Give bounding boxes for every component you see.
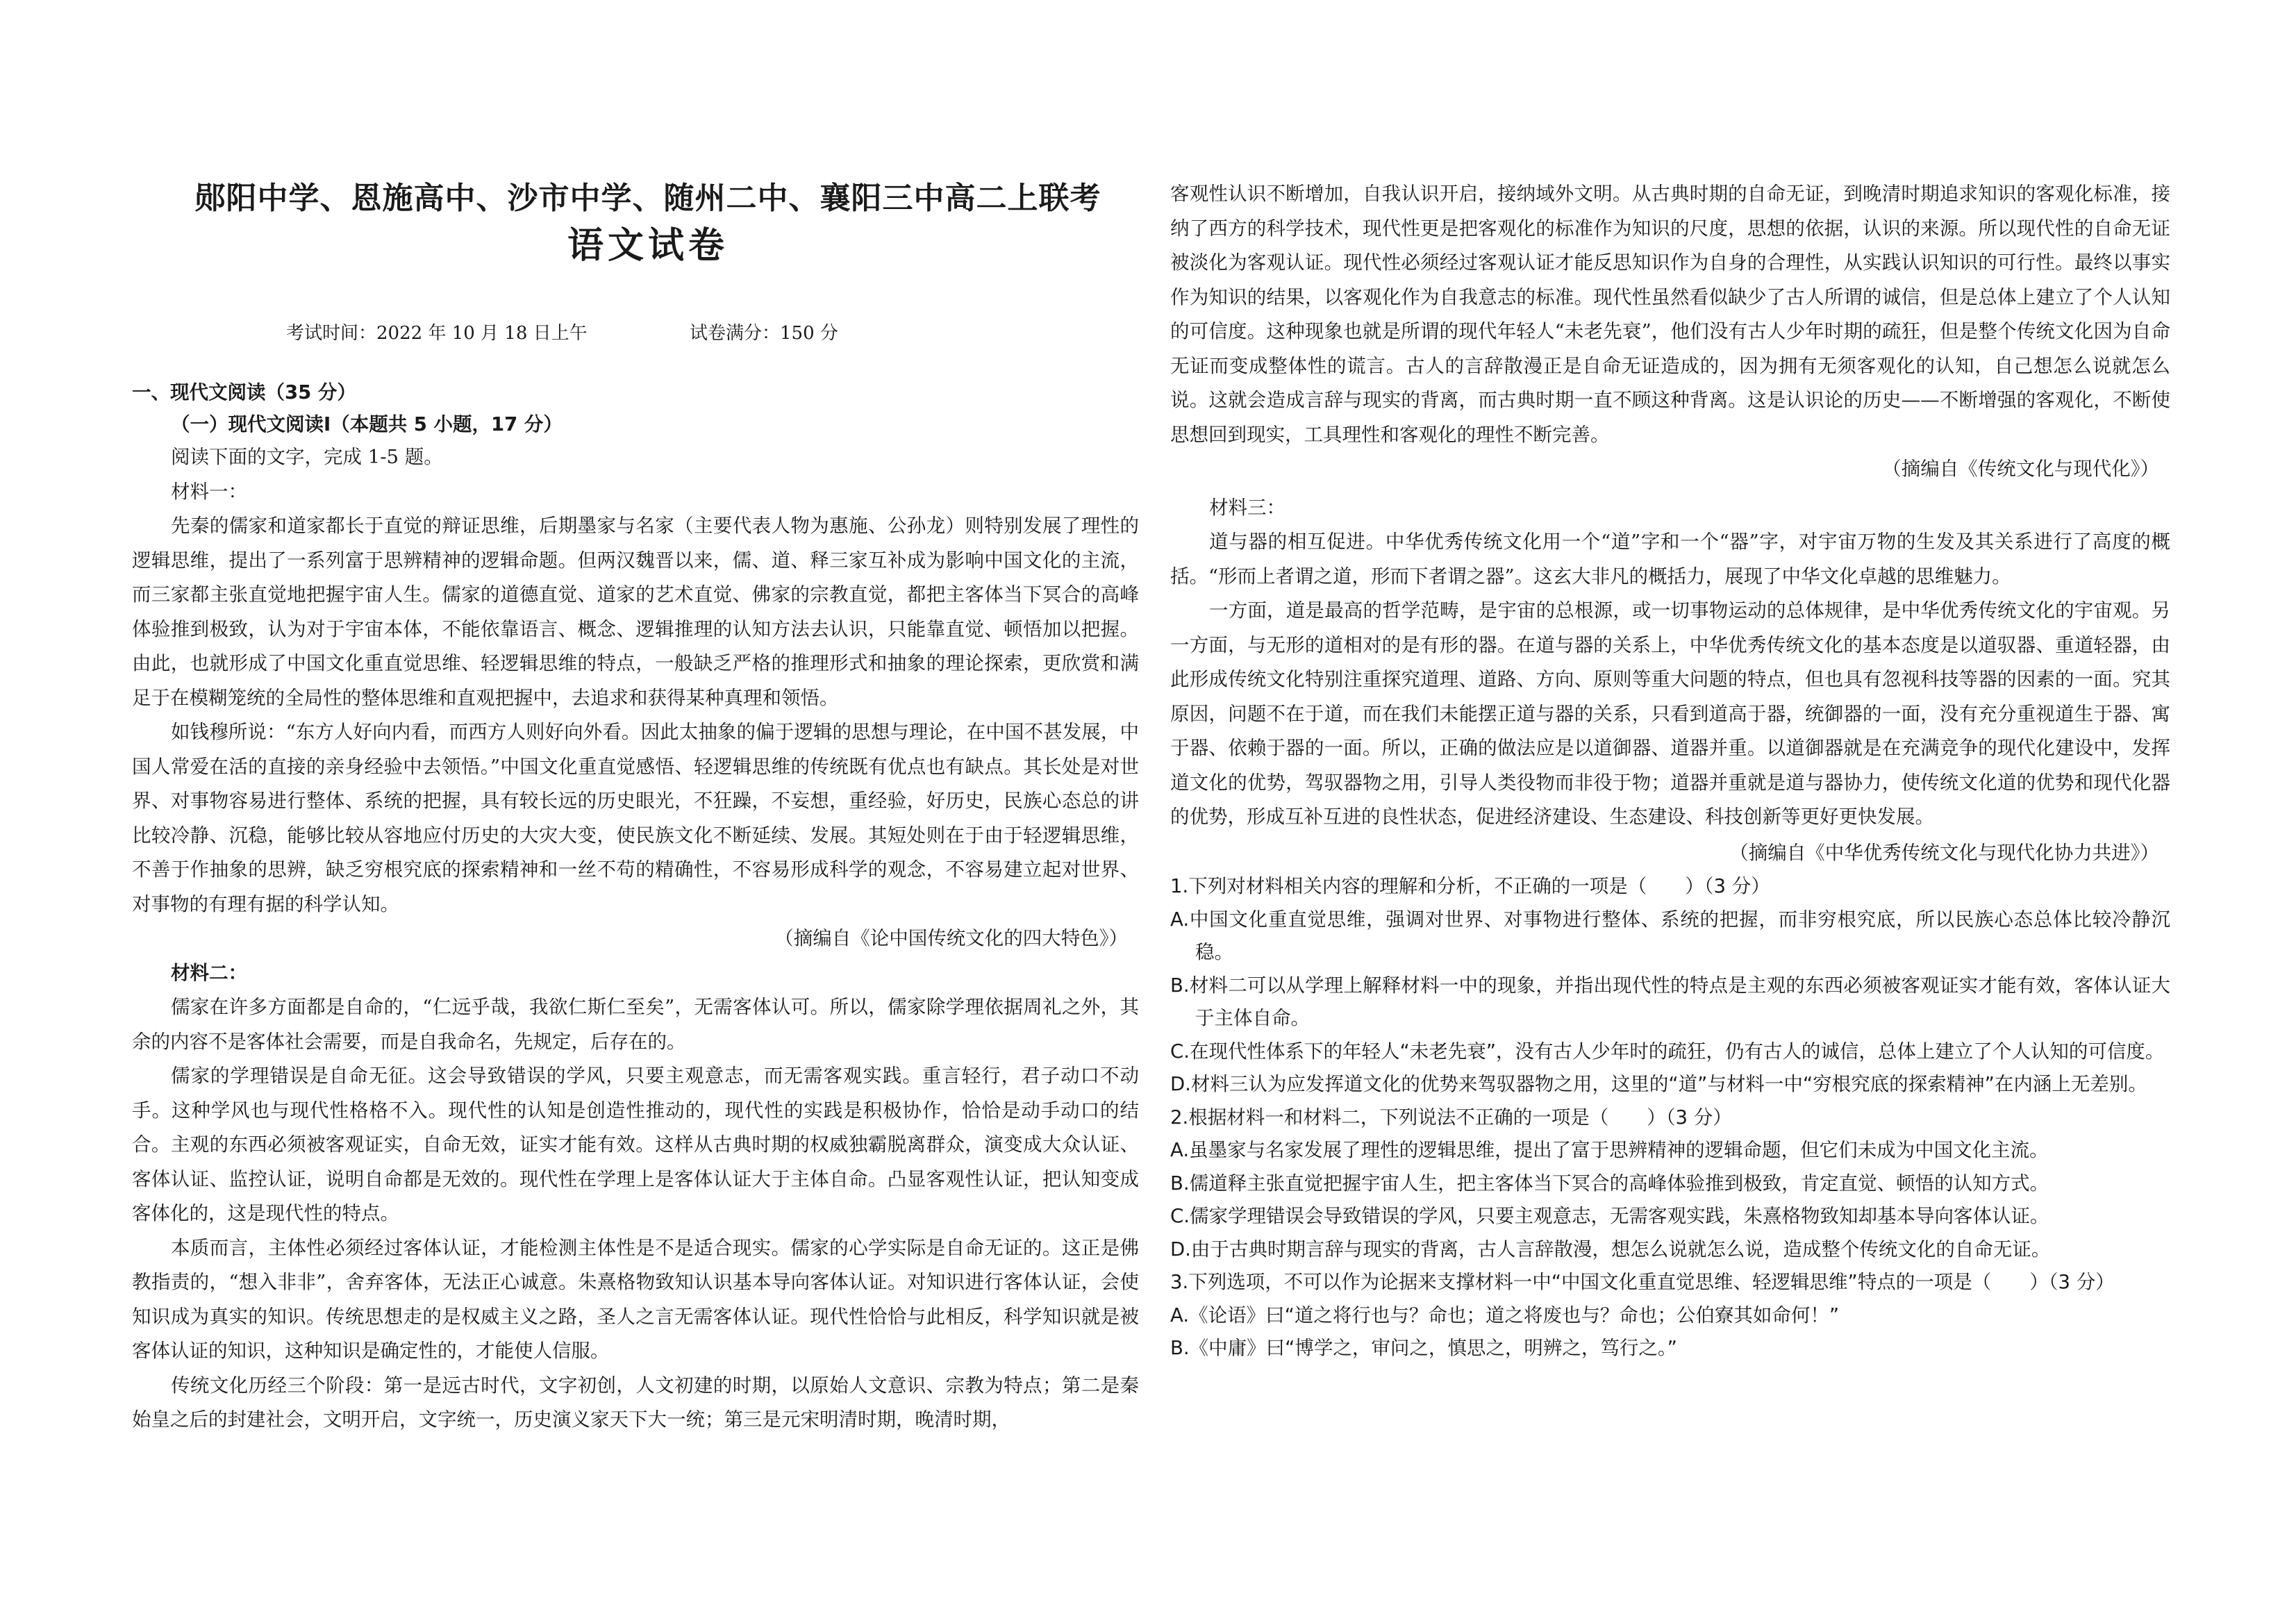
material1-source: （摘编自《论中国传统文化的四大特色》） [774, 927, 1128, 949]
question-option[interactable]: D.材料三认为应发挥道文化的优势来驾驭器物之用，这里的“道”与材料一中“穷根究底的探索精神”在内涵上无差别。 [1170, 1073, 2147, 1095]
material2-label: 材料二： [171, 961, 247, 984]
question-stem: 3.下列选项，不可以作为论据来支撑材料一中“中国文化重直觉思维、轻逻辑思维”特点的一项是（ ）（3 分） [1170, 1271, 2115, 1293]
exam-title: 郧阳中学、恩施高中、沙市中学、随州二中、襄阳三中高二上联考 [194, 181, 1101, 216]
question-option[interactable]: C.儒家学理错误会导致错误的学风，只要主观意志，无需客观实践，朱熹格物致知却基本导向客体认证。 [1170, 1205, 2049, 1227]
question-1 [1170, 870, 2170, 1101]
question-option[interactable]: A.《论语》曰“道之将行也与？命也；道之将废也与？命也；公伯寮其如命何！” [1170, 1304, 1840, 1326]
question-option[interactable]: B.材料二可以从学理上解释材料一中的现象，并指出现代性的特点是主观的东西必须被客观证实才能有效，客体认证大于主体自命。 [1170, 974, 2170, 1029]
exam-time: 考试时间：2022 年 10 月 18 日上午 [286, 323, 588, 344]
material1-label: 材料一： [171, 480, 247, 503]
material2-paragraph: 儒家在许多方面都是自命的，“仁远乎哉，我欲仁斯仁至矣”，无需客体认可。所以，儒家除学理依据周礼之外，其余的内容不是客体社会需要，而是自我命名，先规定，后存在的。 [132, 996, 1139, 1053]
material2-paragraph: 本质而言，主体性必须经过客体认证，才能检测主体性是不是适合现实。儒家的心学实际是自命无证的。这正是佛教指责的，“想入非非”，舍弃客体，无法正心诚意。朱熹格物致知认识基本导向客体认证。对知识进行客体认证，会使知识成为真实的知识。传统思想走的是权威主义之路，圣人之言无需客体认证。现代性恰恰与此相反，科学知识就是被客体认证的知识，这种知识是确定性的，才能使人信服。 [132, 1236, 1139, 1362]
material1-paragraph: 先秦的儒家和道家都长于直觉的辩证思维，后期墨家与名家（主要代表人物为惠施、公孙龙）则特别发展了理性的逻辑思维，提出了一系列富于思辨精神的逻辑命题。但两汉魏晋以来，儒、道、释三家互补成为影响中国文化的主流，而三家都主张直觉地把握宇宙人生。儒家的道德直觉、道家的艺术直觉、佛家的宗教直觉，都把主客体当下冥合的高峰体验推到极致，认为对于宇宙本体，不能依靠语言、概念、逻辑推理的认知方法去认识，只能靠直觉、顿悟加以把握。由此，也就形成了中国文化重直觉思维、轻逻辑思维的特点，一般缺乏严格的推理形式和抽象的理论探索，更欣赏和满足于在模糊笼统的全局性的整体思维和直观把握中，去追求和获得某种真理和领悟。 [132, 515, 1139, 709]
question-stem: 1.下列对材料相关内容的理解和分析，不正确的一项是（ ）（3 分） [1170, 875, 1770, 897]
reading-instruction: 阅读下面的文字，完成 1-5 题。 [171, 446, 443, 468]
question-option[interactable]: A.虽墨家与名家发展了理性的逻辑思维，提出了富于思辨精神的逻辑命题，但它们未成为中国文化主流。 [1170, 1139, 2049, 1161]
material2-continuation: 客观性认识不断增加，自我认识开启，接纳域外文明。从古典时期的自命无证，到晚清时期追求知识的客观化标准，接纳了西方的科学技术，现代性更是把客观化的标准作为知识的尺度，思想的依据，认识的来源。所以现代性的自命无证被淡化为客观认证。现代性必须经过客观认证才能反思知识作为自身的合理性，从实践认识知识的可行性。最终以事实作为知识的结果，以客观化作为自我意志的标准。现代性虽然看似缺少了古人所谓的诚信，但是总体上建立了个人认知的可信度。这种现象也就是所谓的现代年轻人“未老先衰”，他们没有古人少年时期的疏狂，但是整个传统文化因为自命无证而变成整体性的谎言。古人的言辞散漫正是自命无证造成的，因为拥有无须客观化的认知，自己想怎么说就怎么说。这就会造成言辞与现实的背离，而古典时期一直不顾这种背离。这是认识论的历史——不断增强的客观化，不断使思想回到现实，工具理性和客观化的理性不断完善。 [1170, 183, 2170, 446]
question-3 [1170, 1266, 2170, 1365]
question-stem: 2.根据材料一和材料二，下列说法不正确的一项是（ ）（3 分） [1170, 1106, 1732, 1129]
exam-subtitle: 语文试卷 [567, 224, 729, 267]
question-option[interactable]: C.在现代性体系下的年轻人“未老先衰”，没有古人少年时的疏狂，仍有古人的诚信，总体上建立了个人认知的可信度。 [1170, 1040, 2165, 1063]
question-option[interactable]: B.《中庸》曰“博学之，审问之，慎思之，明辨之，笃行之。” [1170, 1337, 1677, 1359]
material3-label: 材料三： [1209, 496, 1286, 519]
material1-paragraph: 如钱穆所说：“东方人好向内看，而西方人则好向外看。因此太抽象的偏于逻辑的思想与理论，在中国不甚发展，中国人常爱在活的直接的亲身经验中去领悟。”中国文化重直觉感悟、轻逻辑思维的传统既有优点也有缺点。其长处是对世界、对事物容易进行整体、系统的把握，具有较长远的历史眼光，不狂躁，不妄想，重经验，好历史，民族心态总的讲比较冷静、沉稳，能够比较从容地应付历史的大灾大变，使民族文化不断延续、发展。其短处则在于由于轻逻辑思维，不善于作抽象的思辨，缺乏穷根究底的探索精神和一丝不苟的精确性，不容易形成科学的观念，不容易建立起对世界、对事物的有理有据的科学认知。 [132, 721, 1139, 915]
sub-section-heading: （一）现代文阅读Ⅰ（本题共 5 小题，17 分） [171, 413, 563, 435]
material2-paragraph: 传统文化历经三个阶段：第一是远古时代，文字初创，人文初建的时期，以原始人文意识、宗教为特点；第二是秦始皇之后的封建社会，文明开启，文字统一，历史演义家天下大一统；第三是元宋明清时期，晚清时期， [132, 1374, 1139, 1431]
question-option[interactable]: D.由于古典时期言辞与现实的背离，古人言辞散漫，想怎么说就怎么说，造成整个传统文化的自命无证。 [1170, 1238, 2051, 1260]
question-2 [1170, 1101, 2170, 1267]
question-option[interactable]: B.儒道释主张直觉把握宇宙人生，把主客体当下冥合的高峰体验推到极致，肯定直觉、顿悟的认知方式。 [1170, 1172, 2049, 1195]
section-heading: 一、现代文阅读（35 分） [132, 381, 356, 403]
question-option[interactable]: A.中国文化重直觉思维，强调对世界、对事物进行整体、系统的把握，而非穷根究底，所以民族心态总体比较冷静沉稳。 [1170, 908, 2170, 963]
material2-paragraph: 儒家的学理错误是自命无征。这会导致错误的学风，只要主观意志，而无需客观实践。重言轻行，君子动口不动手。这种学风也与现代性格格不入。现代性的认知是创造性推动的，现代性的实践是积极协作，恰恰是动手动口的结合。主观的东西必须被客观证实，自命无效，证实才能有效。这样从古典时期的权威独霸脱离群众，演变成大众认证、客体认证、监控认证，说明自命都是无效的。现代性在学理上是客体认证大于主体自命。凸显客观性认证，把认知变成客体化的，这是现代性的特点。 [132, 1065, 1139, 1224]
material3-paragraph: 道与器的相互促进。中华优秀传统文化用一个“道”字和一个“器”字，对宇宙万物的生发及其关系进行了高度的概括。“形而上者谓之道，形而下者谓之器”。这玄大非凡的概括力，展现了中华文化卓越的思维魅力。 [1170, 531, 2170, 588]
right-column [1170, 177, 2170, 1365]
material2-source: （摘编自《传统文化与现代化》） [1882, 458, 2159, 480]
full-score: 试卷满分：150 分 [690, 323, 838, 344]
material3-paragraph: 一方面，道是最高的哲学范畴，是宇宙的总根源，或一切事物运动的总体规律，是中华优秀传统文化的宇宙观。另一方面，与无形的道相对的是有形的器。在道与器的关系上，中华优秀传统文化的基本态度是以道驭器、重道轻器，由此形成传统文化特别注重探究道理、道路、方向、原则等重大问题的特点，但也具有忽视科技等器的因素的一面。究其原因，问题不在于道，而在我们未能摆正道与器的关系，只看到道高于器，统御器的一面，没有充分重视道生于器、寓于器、依赖于器的一面。所以，正确的做法应是以道御器、道器并重。以道御器就是在充满竞争的现代化建设中，发挥道文化的优势，驾驭器物之用，引导人类役物而非役于物；道器并重就是道与器协力，使传统文化道的优势和现代化器的优势，形成互补互进的良性状态，促进经济建设、生态建设、科技创新等更好更快发展。 [1170, 599, 2170, 828]
left-column [132, 376, 1139, 1438]
material3-source: （摘编自《中华优秀传统文化与现代化协力共进》） [1729, 841, 2159, 864]
